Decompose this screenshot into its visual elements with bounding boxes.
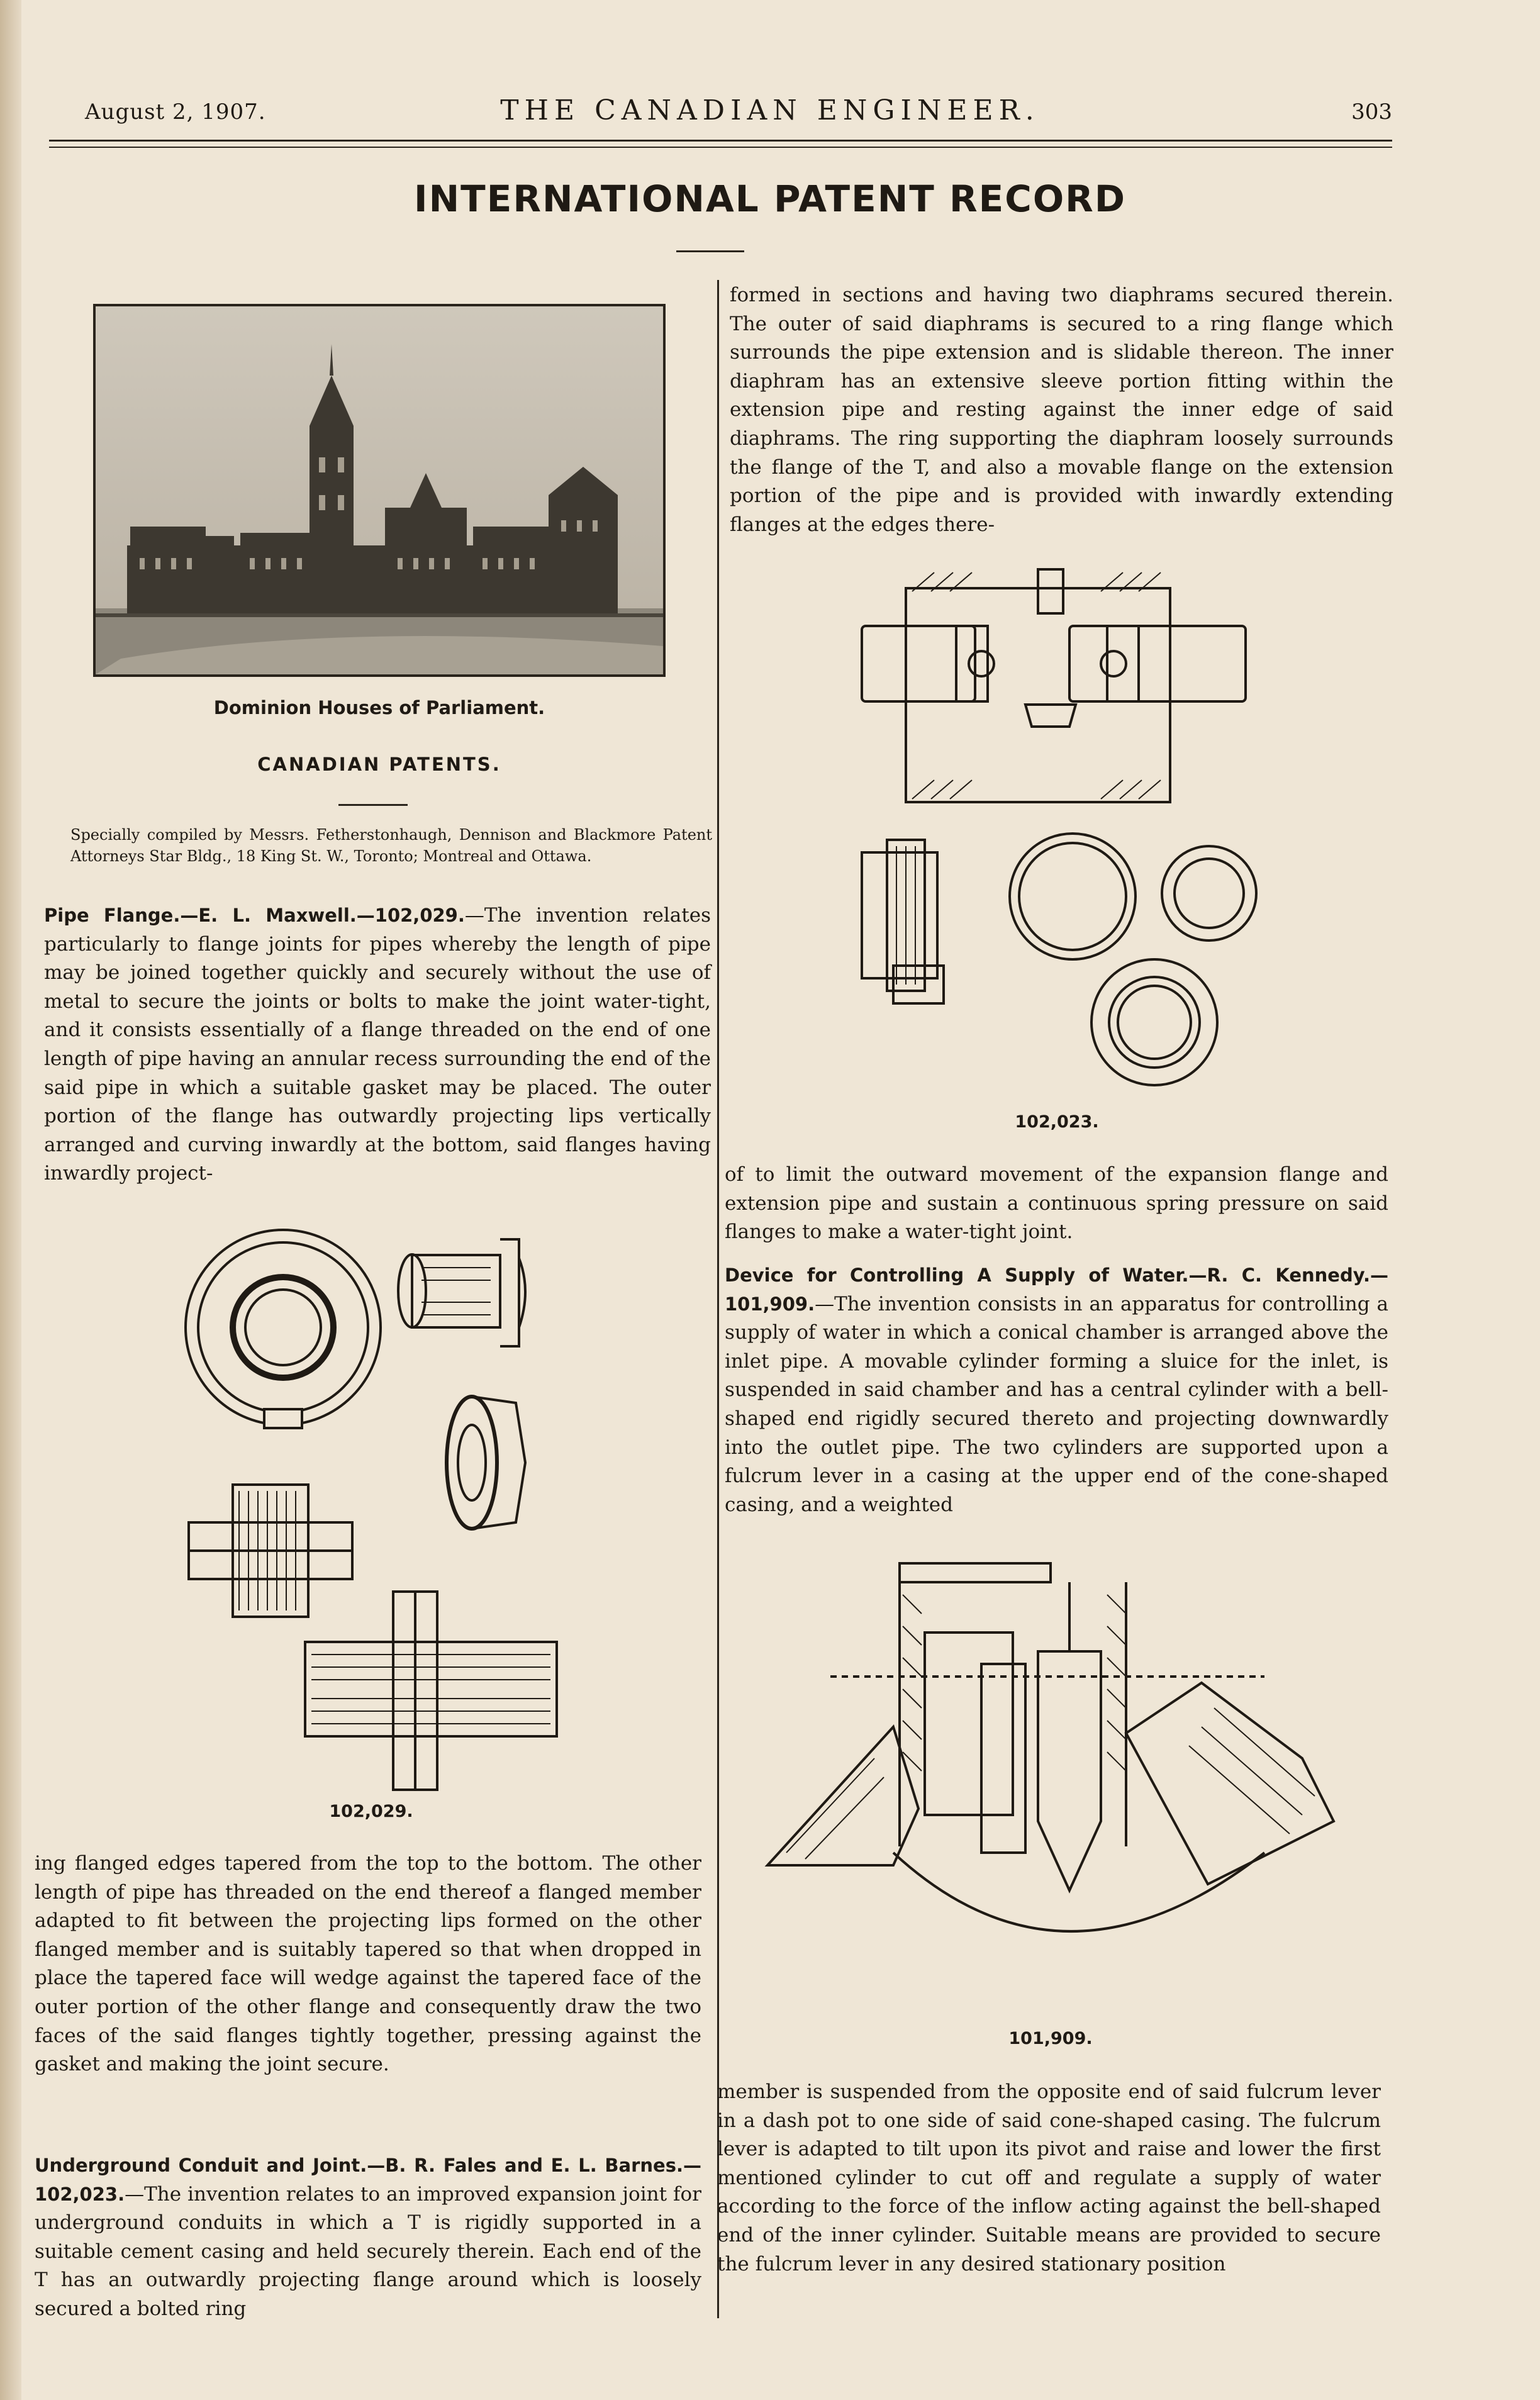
expansion-joint-figure bbox=[849, 563, 1277, 1104]
pipe-flange-text-1: —The invention relates particularly to flange joints for pipes whereby the length of pipe may be joined together quickly and securely without the use of metal to secure the joints or bolts to make the joint water-tight, and it consists essentially of a flange threaded on the end of one length of pipe having an annular recess surrounding the end of the said pipe in which a suitable gasket may be placed. The outer portion of the flange has outwardly projecting lips vertically arranged and curving inwardly at the bottom, said flanges having inwardly project- bbox=[44, 904, 711, 1185]
publication-title: THE CANADIAN ENGINEER. bbox=[500, 94, 1040, 126]
water-supply-device-text-2: member is suspended from the opposite end of said fulcrum lever in a dash pot to one side of said cone-shaped casing. The fulcrum lever is adapted to tilt upon its pivot and raise and lower the first mentioned cylinder to cut off and regulate a supply of water according to the force of the inflow acting against the bell-shaped end of the inner cylinder. Suitable means are provided to secure the fulcrum lever in any desired stationary position bbox=[717, 2080, 1381, 2275]
water-supply-device-heading: Device for Controlling A Supply of Water.—R. C. Kennedy.—101,909. bbox=[725, 1264, 1388, 1315]
issue-date: August 2, 1907. bbox=[85, 99, 266, 125]
underground-conduit-heading: Underground Conduit and Joint.—B. R. Fales and E. L. Barnes.—102,023. bbox=[35, 2155, 701, 2205]
canadian-patents-subheading: CANADIAN PATENTS. bbox=[257, 754, 501, 775]
underground-conduit-entry bbox=[35, 2152, 701, 2353]
pipe-flange-figure-label: 102,029. bbox=[329, 1802, 413, 1821]
header-rule bbox=[49, 140, 1392, 148]
underground-conduit-text-3: of to limit the outward movement of the expansion flange and extension pipe and sustain a continuous spring pressure on said flanges to make a water-tight joint. bbox=[725, 1163, 1388, 1244]
water-supply-device-entry bbox=[725, 1261, 1388, 1519]
pipe-flange-figure bbox=[176, 1220, 566, 1799]
title-rule bbox=[676, 250, 744, 252]
water-control-figure-label: 101,909. bbox=[1008, 2029, 1093, 2048]
pipe-flange-entry bbox=[44, 901, 711, 1203]
subheading-rule bbox=[338, 804, 408, 806]
column-divider bbox=[717, 280, 719, 2318]
underground-conduit-text-2: formed in sections and having two diaphrams secured therein. The outer of said diaphrams is secured to a ring flange which surrounds the pipe extension and is slidable thereon. The inner diaphram has an extensive sleeve portion fitting within the extension pipe and resting against the inner edge of said diaphrams. The ring supporting the diaphram loosely surrounds the flange of the T, and also a movable flange on the extension portion of the pipe and is provided with inwardly extending flanges at the edges there- bbox=[730, 284, 1393, 536]
underground-conduit-text-1: —The invention relates to an improved expansion joint for underground conduits in which a T is rigidly supported in a suitable cement casing and held securely therein. Each end of the T has an outwardly projecting flange around which is loosely secured a bolted ring bbox=[35, 2182, 701, 2320]
section-title: INTERNATIONAL PATENT RECORD bbox=[414, 177, 1126, 220]
water-control-device-figure bbox=[749, 1557, 1353, 1997]
photo-caption: Dominion Houses of Parliament. bbox=[213, 697, 545, 718]
parliament-photo bbox=[93, 304, 666, 677]
pipe-flange-text-2: ing flanged edges tapered from the top to the bottom. The other length of pipe has threaded on the end thereof a flanged member adapted to fit between the projecting lips formed on the other flanged member and is suitably tapered so that when dropped in place the tapered face will wedge against the tapered face of the outer portion of the other flange and consequently draw the two faces of the said flanges tightly together, pressing against the gasket and making the joint secure. bbox=[35, 1852, 701, 2076]
page-edge-shadow bbox=[0, 0, 21, 2400]
credit-line: Specially compiled by Messrs. Fetherstonhaugh, Dennison and Blackmore Patent Attorneys Star Bldg., 18 King St. W., Toronto; Montreal and Ottawa. bbox=[70, 826, 712, 865]
water-supply-device-text-1: —The invention consists in an apparatus for controlling a supply of water in which a conical chamber is arranged above the inlet pipe. A movable cylinder forming a sluice for the inlet, is suspended in said chamber and has a central cylinder with a bell-shaped end rigidly secured thereto and projecting downwardly into the outlet pipe. The two cylinders are supported upon a fulcrum lever in a casing at the upper end of the cone-shaped casing, and a weighted bbox=[725, 1292, 1388, 1516]
page-number: 303 bbox=[1351, 99, 1392, 125]
running-head bbox=[0, 94, 1540, 132]
pipe-flange-heading: Pipe Flange.—E. L. Maxwell.—102,029. bbox=[44, 905, 465, 926]
expansion-joint-figure-label: 102,023. bbox=[1015, 1112, 1099, 1132]
